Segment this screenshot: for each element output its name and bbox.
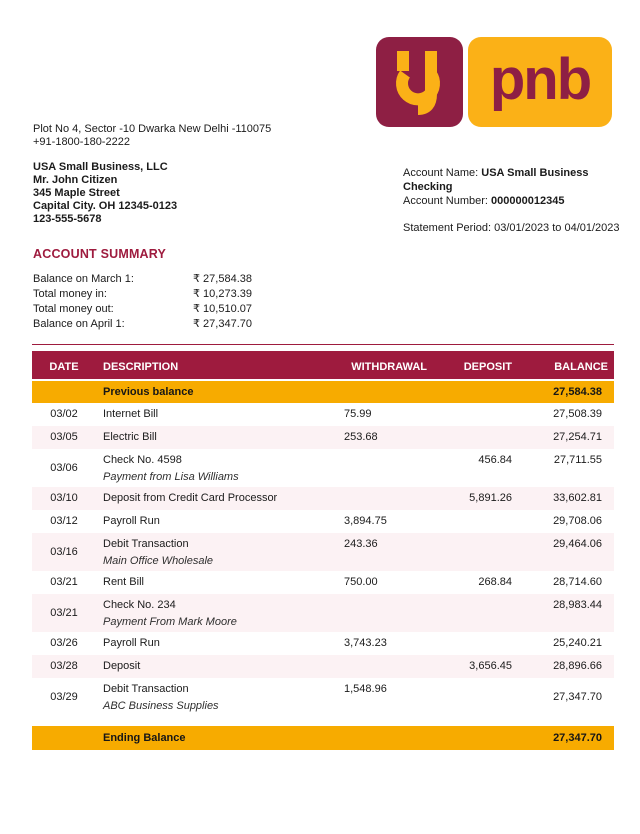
divider-line	[32, 344, 614, 345]
transaction-title: Check No. 234	[103, 599, 176, 611]
transaction-withdrawal	[344, 487, 434, 510]
transaction-withdrawal: 1,548.96	[344, 683, 387, 695]
transaction-description	[96, 632, 344, 655]
transaction-date: 03/16	[50, 545, 78, 558]
transaction-description	[96, 487, 344, 510]
transaction-deposit: 3,656.45	[469, 660, 512, 672]
transactions-table	[32, 351, 614, 750]
bank-address	[33, 123, 271, 149]
summary-value: ₹ 10,273.39	[193, 288, 252, 300]
transaction-title: Payroll Run	[103, 515, 160, 527]
transaction-title: Debit Transaction	[103, 683, 189, 695]
transaction-deposit: 5,891.26	[469, 492, 512, 504]
transaction-date: 03/06	[50, 461, 78, 474]
summary-value: ₹ 27,347.70	[193, 318, 252, 330]
col-balance: BALANCE	[554, 360, 608, 373]
transaction-note: Main Office Wholesale	[103, 555, 214, 567]
summary-row	[33, 287, 353, 302]
transaction-withdrawal: 3,894.75	[344, 515, 387, 527]
transaction-deposit	[434, 510, 517, 533]
customer-line: Mr. John Citizen	[33, 174, 118, 186]
transaction-note: Payment From Mark Moore	[103, 616, 237, 628]
summary-value: ₹ 27,584.38	[193, 273, 252, 285]
transaction-withdrawal: 3,743.23	[344, 637, 387, 649]
table-row	[32, 403, 614, 426]
pnb-wordmark	[468, 37, 612, 127]
col-description: DESCRIPTION	[103, 360, 179, 373]
ending-balance-amount: 27,347.70	[553, 731, 602, 744]
transaction-deposit: 456.84	[478, 454, 512, 466]
transaction-title: Rent Bill	[103, 576, 144, 588]
transaction-withdrawal	[344, 449, 434, 487]
transaction-balance: 28,714.60	[553, 576, 602, 588]
transaction-withdrawal	[344, 594, 434, 632]
transaction-date: 03/26	[50, 637, 78, 649]
summary-row	[33, 272, 353, 287]
transaction-balance: 27,347.70	[553, 690, 602, 703]
transaction-date: 03/10	[50, 492, 78, 504]
table-row	[32, 533, 614, 571]
transaction-balance: 28,896.66	[553, 660, 602, 672]
previous-balance-amount: 27,584.38	[553, 385, 602, 398]
customer-line: USA Small Business, LLC	[33, 161, 168, 173]
statement-period-row	[403, 221, 640, 235]
account-name-value: USA Small Business Checking	[403, 167, 589, 193]
bank-phone: +91-1800-180-2222	[33, 136, 130, 148]
summary-label: Total money out:	[33, 303, 114, 315]
transaction-title: Electric Bill	[103, 431, 157, 443]
statement-period-value: 03/01/2023 to 04/01/2023	[494, 222, 620, 234]
transaction-date: 03/12	[50, 515, 78, 527]
transaction-description	[96, 403, 344, 426]
transaction-description	[96, 426, 344, 449]
summary-value: ₹ 10,510.07	[193, 303, 252, 315]
table-row	[32, 594, 614, 632]
summary-label: Balance on April 1:	[33, 318, 125, 330]
summary-row	[33, 317, 353, 332]
transaction-balance: 28,983.44	[553, 599, 602, 611]
transaction-title: Deposit	[103, 660, 141, 672]
transaction-note: Payment from Lisa Williams	[103, 471, 239, 483]
summary-label: Total money in:	[33, 288, 107, 300]
transaction-title: Check No. 4598	[103, 454, 182, 466]
transaction-withdrawal: 750.00	[344, 576, 378, 588]
table-row	[32, 426, 614, 449]
pnb-logo	[376, 37, 612, 127]
table-header	[32, 351, 614, 379]
transaction-withdrawal: 75.99	[344, 408, 372, 420]
summary-rows	[33, 272, 353, 332]
account-number-value: 000000012345	[491, 195, 565, 207]
transaction-title: Internet Bill	[103, 408, 159, 420]
transaction-date: 03/02	[50, 408, 78, 420]
transaction-deposit	[434, 632, 517, 655]
transaction-deposit	[434, 426, 517, 449]
transaction-balance: 25,240.21	[553, 637, 602, 649]
pnb-wordmark-text: pnb	[489, 47, 591, 112]
col-withdrawal: WITHDRAWAL	[351, 360, 427, 373]
account-number-label: Account Number:	[403, 195, 488, 207]
ending-balance-label: Ending Balance	[103, 731, 186, 744]
previous-balance-label: Previous balance	[103, 385, 194, 398]
transaction-description	[96, 678, 344, 716]
transaction-balance: 29,708.06	[553, 515, 602, 527]
account-name-label: Account Name:	[403, 167, 479, 179]
transaction-deposit: 268.84	[478, 576, 512, 588]
ending-balance-row	[32, 726, 614, 750]
transaction-balance: 27,254.71	[553, 431, 602, 443]
transaction-balance: 29,464.06	[553, 538, 602, 550]
transaction-date: 03/29	[50, 690, 78, 703]
transaction-description	[96, 655, 344, 678]
transaction-balance: 33,602.81	[553, 492, 602, 504]
transaction-withdrawal: 253.68	[344, 431, 378, 443]
customer-line: 345 Maple Street	[33, 187, 120, 199]
summary-row	[33, 302, 353, 317]
customer-block	[33, 161, 177, 226]
account-number-row	[403, 194, 640, 208]
table-row	[32, 510, 614, 533]
transaction-description	[96, 571, 344, 594]
customer-line: 123-555-5678	[33, 213, 102, 225]
table-row	[32, 487, 614, 510]
customer-line: Capital City. OH 12345-0123	[33, 200, 178, 212]
transaction-balance: 27,711.55	[553, 454, 602, 466]
table-body	[32, 403, 614, 716]
bank-address-line: Plot No 4, Sector -10 Dwarka New Delhi -110075	[33, 123, 272, 135]
statement-period-label: Statement Period:	[403, 222, 492, 234]
transaction-note: ABC Business Supplies	[103, 700, 219, 712]
table-row	[32, 678, 614, 716]
transaction-date: 03/21	[50, 606, 78, 619]
table-row	[32, 449, 614, 487]
transaction-deposit	[434, 678, 517, 716]
transaction-date: 03/21	[50, 576, 78, 588]
previous-balance-row	[32, 381, 614, 403]
table-row	[32, 571, 614, 594]
pnb-symbol-icon	[376, 37, 463, 127]
transaction-description	[96, 533, 344, 571]
transaction-description	[96, 449, 344, 487]
col-deposit: DEPOSIT	[463, 360, 512, 373]
account-info	[403, 166, 640, 235]
transaction-withdrawal: 243.36	[344, 538, 378, 550]
table-row	[32, 655, 614, 678]
transaction-title: Payroll Run	[103, 637, 160, 649]
transaction-deposit	[434, 403, 517, 426]
transaction-balance: 27,508.39	[553, 408, 602, 420]
transaction-title: Debit Transaction	[103, 538, 189, 550]
transaction-deposit	[434, 533, 517, 571]
transaction-description	[96, 510, 344, 533]
col-date: DATE	[49, 360, 79, 373]
transaction-deposit	[434, 594, 517, 632]
transaction-date: 03/28	[50, 660, 78, 672]
transaction-description	[96, 594, 344, 632]
transaction-date: 03/05	[50, 431, 78, 443]
table-row	[32, 632, 614, 655]
transaction-withdrawal	[344, 655, 434, 678]
summary-label: Balance on March 1:	[33, 273, 134, 285]
account-summary-title: ACCOUNT SUMMARY	[33, 247, 167, 261]
account-name-row	[403, 166, 640, 194]
transaction-title: Deposit from Credit Card Processor	[103, 492, 278, 504]
